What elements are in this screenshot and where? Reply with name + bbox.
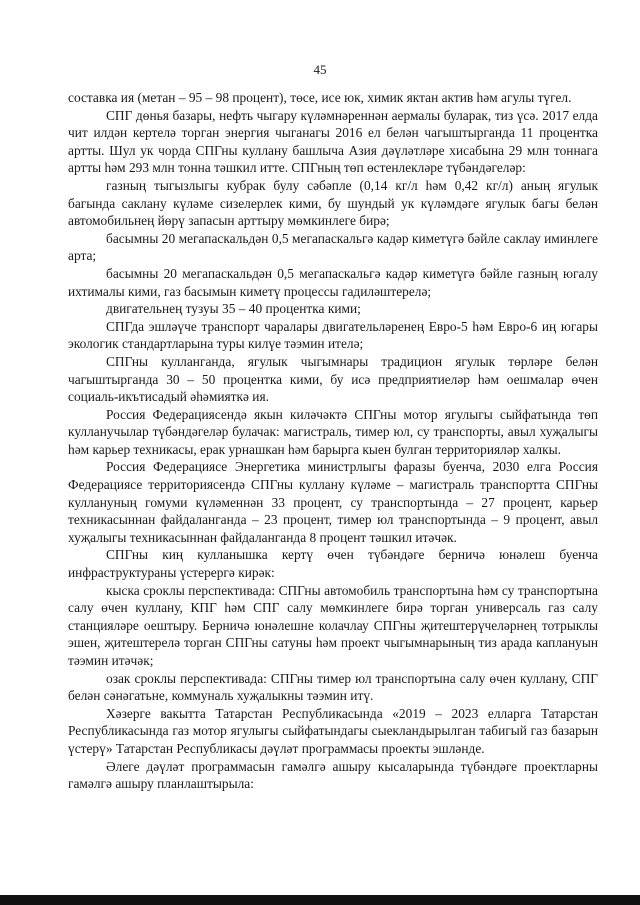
document-body xyxy=(68,89,598,793)
paragraph-1: составка ия (метан – 95 – 98 процент), төсе, исе юк, химик яктан актив һәм агулы түгел. xyxy=(68,90,572,105)
paragraph-4: басымны 20 мегапаскальдән 0,5 мегапаскальгә кадәр киметүгә бәйле саклау иминлеге арта; xyxy=(68,230,598,264)
paragraph-14: Хәзерге вакытта Татарстан Республикасында «2019 – 2023 елларга Татарстан Республикасында газ мотор ягулыгы сыйфатындагы сыекландырылган табигый газ базарын үстерү» Татарстан Республикасы дәүләт программасы проекты эшләнде. xyxy=(68,705,598,756)
paragraph-11: СПГны киң кулланышка кертү өчен түбәндәге берничә юнәлеш буенча инфраструктураны үстерергә кирәк: xyxy=(68,547,598,581)
paragraph-12: кыска сроклы перспективада: СПГны автомобиль транспортына һәм су транспортына салу өчен куллану, КПГ һәм СПГ салу мөмкинлеге бирә торган универсаль газ салу станцияләре оештыру. Берничә юнәлешне колачлау СПГны җитештерүчеләрнең тотрыклы эшен, җитештерелә торган СПГны сатуны һәм проект чыгымнарының тиз арада каплануын тәэмин итәчәк; xyxy=(68,582,598,668)
paragraph-13: озак сроклы перспективада: СПГны тимер юл транспортына салу өчен куллану, СПГ белән сәнәгатьне, коммуналь хуҗалыкны тәэмин итү. xyxy=(68,670,598,704)
page-number: 45 xyxy=(313,62,327,77)
paragraph-6: двигательнең тузуы 35 – 40 процентка кими; xyxy=(106,301,361,317)
paragraph-15: Әлеге дәүләт программасын гамәлгә ашыру кысаларында түбәндәге проектларны гамәлгә ашыру планлаштырыла: xyxy=(68,758,598,792)
paragraph-3: газның тыгызлыгы кубрак булу сәбәпле (0,14 кг/л һәм 0,42 кг/л) аның ягулык багында саклану күләме сизелерлек кими, бу шундый ук күләмдәге ягулык багы белән автомобильнең йөрү запасын арттыру мөмкинлеге бирә; xyxy=(68,177,598,229)
paragraph-8: СПГны кулланганда, ягулык чыгымнары традицион ягулык төрләре белән чагыштырганда 30 – 50 процентка кими, бу исә предприятиеләр һәм оешмалар өчен социаль-икътисадый әһәмияткә ия. xyxy=(68,353,598,405)
paragraph-5: басымны 20 мегапаскальдән 0,5 мегапаскальгә кадәр киметүгә бәйле газның югалу ихтималы кими, газ басымын киметү процессы гадиләштерелә; xyxy=(68,265,598,299)
paragraph-9: Россия Федерациясендә якын киләчәктә СПГны мотор ягулыгы сыйфатында төп кулланучылар түбәндәгеләр булачак: магистраль, тимер юл, су транспорты, авыл хуҗалыгы һәм карьер техникасы, ерак урнашкан һәм барырга кыен булган территорияләр халкы. xyxy=(68,406,598,457)
scan-bottom-edge xyxy=(0,895,640,905)
paragraph-2: СПГ дөнья базары, нефть чыгару күләмнәреннән аермалы буларак, тиз үсә. 2017 елда чит илдән кертелә торган энергия чыганагы 2016 ел белән чагыштырганда 11 процентка артты. Шул ук чорда СПГны куллану башлыча Азия дәүләтләре хисабына 29 млн тоннага артты һәм 293 млн тонна тәшкил итте. СПГның төп өстенлекләре түбәндәгеләр: xyxy=(68,107,598,176)
paragraph-10: Россия Федерациясе Энергетика министрлыгы фаразы буенча, 2030 елга Россия Федерациясе территориясендә СПГны куллану күләме – магистраль транспортта СПГны куллануның гомуми күләменнән 33 процент, су транспортында – 27 процент, карьер техникасыннан файдаланганда – 23 процент, тимер юл транспортында – 9 процент, авыл хуҗалыгы техникасыннан файдаланганда 8 процент тәшкил итәчәк. xyxy=(68,459,598,545)
paragraph-7: СПГда эшләүче транспорт чаралары двигательләренең Евро-5 һәм Евро-6 иң югары экологик стандартларына туры килүе тәэмин ителә; xyxy=(68,318,598,352)
